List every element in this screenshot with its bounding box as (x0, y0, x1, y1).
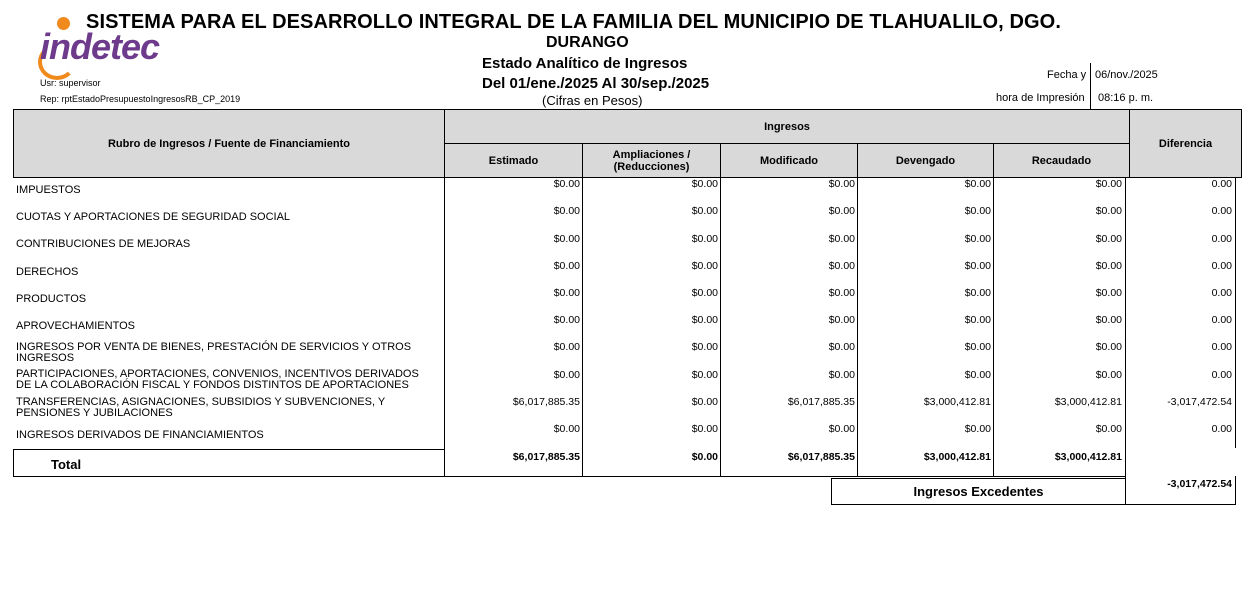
total-values-bottom-line (444, 476, 1126, 477)
cell-modificado: $0.00 (828, 260, 855, 272)
col-header-ampliaciones: Ampliaciones / (Reducciones) (582, 143, 721, 178)
ingresos-excedentes-value: -3,017,472.54 (1167, 478, 1232, 490)
logo-wordmark: indetec (40, 26, 160, 67)
row-label: PARTICIPACIONES, APORTACIONES, CONVENIOS, INCENTIVOS DERIVADOS DE LA COLABORACIÓN FISCAL Y FONDOS DISTINTOS DE APORTACIONES (16, 368, 419, 391)
row-label: CONTRIBUCIONES DE MEJORAS (16, 238, 191, 250)
cell-devengado: $0.00 (964, 233, 991, 245)
row-label: DERECHOS (16, 266, 79, 278)
cell-modificado: $0.00 (828, 314, 855, 326)
cell-diferencia: 0.00 (1211, 178, 1232, 190)
row-label: INGRESOS DERIVADOS DE FINANCIAMIENTOS (16, 429, 264, 441)
cell-ampliaciones: $0.00 (691, 369, 718, 381)
cell-modificado: $0.00 (828, 205, 855, 217)
col-divider (993, 177, 994, 476)
cell-devengado: $0.00 (964, 314, 991, 326)
cell-ampliaciones: $0.00 (691, 341, 718, 353)
report-units: (Cifras en Pesos) (542, 93, 643, 108)
cell-recaudado: $0.00 (1095, 369, 1122, 381)
cell-diferencia: 0.00 (1211, 423, 1232, 435)
diferencia-header: Diferencia (1129, 109, 1242, 178)
cell-modificado: $0.00 (828, 423, 855, 435)
report-name: Estado Analítico de Ingresos (482, 55, 688, 72)
cell-estimado: $0.00 (553, 178, 580, 190)
cell-devengado: $0.00 (964, 369, 991, 381)
report-state: DURANGO (546, 34, 629, 51)
row-label: INGRESOS POR VENTA DE BIENES, PRESTACIÓN DE SERVICIOS Y OTROS INGRESOS (16, 341, 412, 364)
col-header-devengado: Devengado (857, 143, 994, 178)
cell-ampliaciones: $0.00 (691, 314, 718, 326)
cell-recaudado: $0.00 (1095, 314, 1122, 326)
cell-recaudado: $0.00 (1095, 423, 1122, 435)
cell-recaudado: $0.00 (1095, 178, 1122, 190)
cell-devengado: $0.00 (964, 287, 991, 299)
cell-ampliaciones: $0.00 (691, 423, 718, 435)
row-label: PRODUCTOS (16, 293, 87, 305)
rubro-header: Rubro de Ingresos / Fuente de Financiamiento (13, 109, 445, 178)
cell-recaudado: $0.00 (1095, 260, 1122, 272)
cell-diferencia: 0.00 (1211, 287, 1232, 299)
cell-estimado: $0.00 (553, 314, 580, 326)
excedentes-bottom-line (1125, 504, 1236, 505)
cell-diferencia: 0.00 (1211, 260, 1232, 272)
total-bottom-line (13, 476, 445, 477)
row-label: IMPUESTOS (16, 184, 81, 196)
report-user: Usr: supervisor (40, 78, 101, 88)
cell-estimado: $0.00 (553, 287, 580, 299)
total-estimado: $6,017,885.35 (512, 451, 580, 463)
total-recaudado: $3,000,412.81 (1054, 451, 1122, 463)
cell-modificado: $0.00 (828, 178, 855, 190)
cell-ampliaciones: $0.00 (691, 205, 718, 217)
cell-modificado: $0.00 (828, 341, 855, 353)
cell-diferencia: 0.00 (1211, 233, 1232, 245)
total-modificado: $6,017,885.35 (787, 451, 855, 463)
row-label: CUOTAS Y APORTACIONES DE SEGURIDAD SOCIAL (16, 211, 291, 223)
ingresos-excedentes-label: Ingresos Excedentes (831, 478, 1126, 505)
cell-ampliaciones: $0.00 (691, 178, 718, 190)
header-divider (1090, 63, 1091, 109)
row-label: TRANSFERENCIAS, ASIGNACIONES, SUBSIDIOS Y SUBVENCIONES, Y PENSIONES Y JUBILACIONES (16, 396, 386, 419)
col-divider (720, 177, 721, 476)
cell-modificado: $0.00 (828, 369, 855, 381)
col-header-modificado: Modificado (720, 143, 858, 178)
cell-diferencia: 0.00 (1211, 314, 1232, 326)
total-top-line (13, 449, 445, 450)
report-id: Rep: rptEstadoPresupuestoIngresosRB_CP_2019 (40, 94, 241, 104)
col-divider (582, 177, 583, 476)
col-divider (1125, 177, 1126, 505)
total-ampliaciones: $0.00 (691, 451, 718, 463)
cell-ampliaciones: $0.00 (691, 287, 718, 299)
cell-diferencia: 0.00 (1211, 341, 1232, 353)
cell-devengado: $0.00 (964, 205, 991, 217)
cell-ampliaciones: $0.00 (691, 396, 718, 408)
print-date-value: 06/nov./2025 (1095, 69, 1158, 81)
cell-ampliaciones: $0.00 (691, 233, 718, 245)
cell-devengado: $0.00 (964, 260, 991, 272)
cell-devengado: $0.00 (964, 178, 991, 190)
col-divider (1235, 177, 1236, 448)
row-label: APROVECHAMIENTOS (16, 320, 135, 332)
cell-diferencia: 0.00 (1211, 369, 1232, 381)
cell-recaudado: $0.00 (1095, 287, 1122, 299)
col-header-estimado: Estimado (444, 143, 583, 178)
total-left-line (13, 449, 14, 477)
print-time-value: 08:16 p. m. (1098, 92, 1154, 104)
cell-devengado: $0.00 (964, 423, 991, 435)
cell-devengado: $3,000,412.81 (923, 396, 991, 408)
cell-estimado: $0.00 (553, 423, 580, 435)
cell-estimado: $0.00 (553, 233, 580, 245)
total-devengado: $3,000,412.81 (923, 451, 991, 463)
cell-diferencia: 0.00 (1211, 205, 1232, 217)
cell-estimado: $6,017,885.35 (512, 396, 580, 408)
cell-devengado: $0.00 (964, 341, 991, 353)
cell-modificado: $0.00 (828, 233, 855, 245)
cell-estimado: $0.00 (553, 205, 580, 217)
print-time-label: hora de Impresión (996, 92, 1085, 104)
col-divider (444, 177, 445, 476)
total-label: Total (51, 457, 82, 472)
print-date-label: Fecha y (1047, 69, 1087, 81)
cell-estimado: $0.00 (553, 341, 580, 353)
col-header-recaudado: Recaudado (993, 143, 1130, 178)
report-entity-title: SISTEMA PARA EL DESARROLLO INTEGRAL DE LA FAMILIA DEL MUNICIPIO DE TLAHUALILO, DGO. (86, 11, 1061, 33)
cell-estimado: $0.00 (553, 369, 580, 381)
col-divider (857, 177, 858, 476)
cell-estimado: $0.00 (553, 260, 580, 272)
cell-modificado: $0.00 (828, 287, 855, 299)
cell-recaudado: $0.00 (1095, 341, 1122, 353)
cell-recaudado: $0.00 (1095, 205, 1122, 217)
cell-modificado: $6,017,885.35 (787, 396, 855, 408)
cell-recaudado: $3,000,412.81 (1054, 396, 1122, 408)
excedentes-right-line (1235, 476, 1236, 505)
cell-recaudado: $0.00 (1095, 233, 1122, 245)
report-period: Del 01/ene./2025 Al 30/sep./2025 (482, 75, 710, 92)
cell-ampliaciones: $0.00 (691, 260, 718, 272)
cell-diferencia: -3,017,472.54 (1167, 396, 1232, 408)
ingresos-header: Ingresos (444, 109, 1130, 144)
